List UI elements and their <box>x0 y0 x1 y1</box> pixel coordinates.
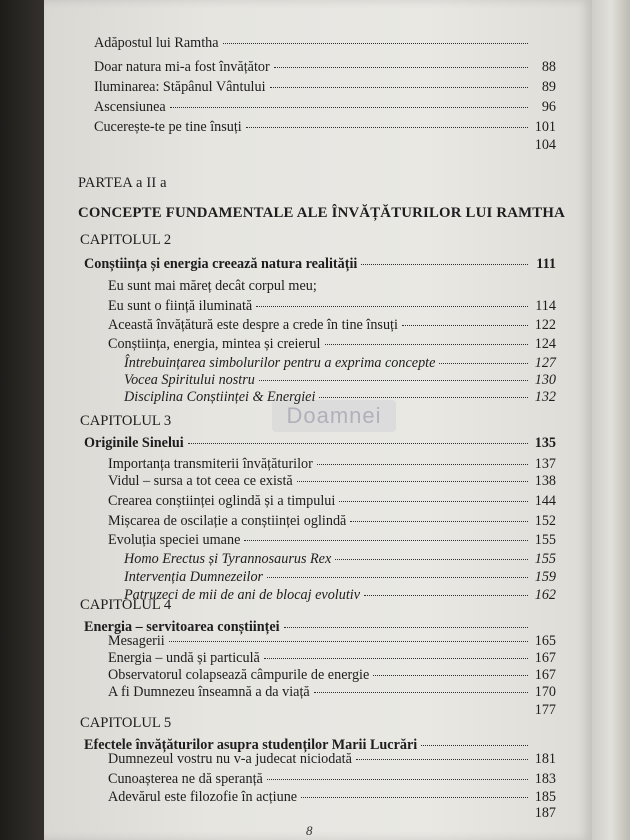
dot-leader <box>264 658 528 659</box>
toc-entry <box>108 651 556 665</box>
dot-leader <box>339 501 528 502</box>
toc-entry <box>108 634 556 648</box>
entry-title: Crearea conștiinței oglindă și a timpului <box>108 493 336 509</box>
dot-leader <box>350 521 528 522</box>
dot-leader <box>321 286 528 287</box>
toc-entry <box>94 80 556 94</box>
table-of-contents <box>44 0 592 840</box>
toc-entry <box>108 668 556 682</box>
dot-leader <box>373 675 528 676</box>
part-label: PARTEA a II a <box>78 175 167 191</box>
entry-title: Energia – undă și particulă <box>108 650 260 666</box>
dot-leader <box>319 397 528 398</box>
page-ref: 167 <box>534 650 556 666</box>
watermark: Doamnei <box>272 400 396 432</box>
toc-entry <box>108 337 556 351</box>
toc-entry <box>108 457 556 471</box>
dot-leader <box>112 813 528 814</box>
toc-entry <box>94 138 556 152</box>
page-ref: 114 <box>535 298 556 314</box>
toc-entry <box>108 533 556 547</box>
entry-title: Mesagerii <box>108 633 165 649</box>
entry-title: Mișcarea de oscilație a conștiinței oglindă <box>108 513 347 529</box>
dot-leader <box>267 779 528 780</box>
dot-leader <box>301 797 528 798</box>
page-ref: 130 <box>534 372 556 388</box>
dot-leader <box>335 559 528 560</box>
toc-entry <box>94 100 556 114</box>
entry-title: Vidul – sursa a tot ceea ce există <box>108 473 293 489</box>
toc-entry <box>124 356 556 370</box>
toc-entry <box>124 373 556 387</box>
toc-entry <box>108 474 556 488</box>
toc-entry <box>108 772 556 786</box>
entry-title: Conștiința, energia, mintea și creierul <box>108 336 321 352</box>
entry-title: Cucerește-te pe tine însuți <box>94 119 242 135</box>
entry-title: Adevărul este filozofie în acțiune <box>108 789 298 805</box>
dot-leader <box>170 107 528 108</box>
entry-title: Conștiința și energia creează natura realității <box>84 256 358 272</box>
page-ref: 155 <box>534 532 556 548</box>
entry-title: Homo Erectus și Tyrannosaurus Rex <box>124 551 332 567</box>
page-ref: 101 <box>534 119 556 135</box>
page-ref: 135 <box>534 435 556 451</box>
dot-leader <box>259 380 528 381</box>
toc-entry <box>94 36 556 50</box>
page-ref: 177 <box>534 702 556 718</box>
page-ref: 137 <box>534 456 556 472</box>
entry-title: A fi Dumnezeu înseamnă a da viață <box>108 684 310 700</box>
entry-title: Eu sunt mai măreț decât corpul meu; <box>108 278 317 294</box>
chapter-label: CAPITOLUL 5 <box>80 715 172 731</box>
toc-entry <box>108 806 556 820</box>
entry-title: Dumnezeul vostru nu v-a judecat niciodată <box>108 751 352 767</box>
toc-entry <box>108 318 556 332</box>
toc-entry <box>124 588 556 602</box>
entry-title: Evoluția speciei umane <box>108 532 241 548</box>
book-spine-shadow <box>0 0 44 840</box>
page-ref: 162 <box>534 587 556 603</box>
dot-leader <box>188 443 528 444</box>
dot-leader <box>439 363 528 364</box>
page-ref: 155 <box>534 551 556 567</box>
entry-title: Intervenția Dumnezeilor <box>124 569 264 585</box>
dot-leader <box>297 481 528 482</box>
page-ref: 152 <box>534 513 556 529</box>
page-ref: 144 <box>534 493 556 509</box>
page-ref: 127 <box>534 355 556 371</box>
entry-title: Energia – servitoarea conștiinței <box>84 619 280 635</box>
toc-entry <box>108 790 556 804</box>
toc-entry <box>124 570 556 584</box>
next-page-edge <box>592 0 630 840</box>
page-ref: 167 <box>534 667 556 683</box>
dot-leader <box>317 464 528 465</box>
page-ref: 183 <box>534 771 556 787</box>
page-ref: 181 <box>534 751 556 767</box>
part-title: CONCEPTE FUNDAMENTALE ALE ÎNVĂȚĂTURILOR LUI RAMTHA <box>78 205 565 221</box>
dot-leader <box>314 692 528 693</box>
book-page <box>44 0 592 840</box>
page-ref: 187 <box>534 805 556 821</box>
toc-entry <box>94 60 556 74</box>
toc-entry <box>108 514 556 528</box>
dot-leader <box>98 145 528 146</box>
entry-title: Doar natura mi-a fost învățător <box>94 59 270 75</box>
toc-entry <box>108 299 556 313</box>
dot-leader <box>402 325 528 326</box>
page-ref: 111 <box>536 256 556 272</box>
page-ref: 165 <box>534 633 556 649</box>
dot-leader <box>361 264 528 265</box>
dot-leader <box>421 745 528 746</box>
page-number: 8 <box>306 823 313 838</box>
chapter-title-entry <box>84 257 556 271</box>
page-ref: 89 <box>541 79 556 95</box>
dot-leader <box>274 67 528 68</box>
toc-entry <box>108 685 556 699</box>
entry-title: Observatorul colapsează câmpurile de energie <box>108 667 370 683</box>
page-ref: 185 <box>534 789 556 805</box>
toc-entry <box>94 120 556 134</box>
dot-leader <box>169 641 528 642</box>
toc-entry <box>108 494 556 508</box>
page-ref: 170 <box>534 684 556 700</box>
entry-title: Efectele învățăturilor asupra studenților Marii Lucrări <box>84 737 418 753</box>
toc-entry <box>124 390 556 404</box>
page-ref: 122 <box>534 317 556 333</box>
chapter-label: CAPITOLUL 3 <box>80 413 172 429</box>
page-ref: 124 <box>534 336 556 352</box>
toc-entry <box>108 752 556 766</box>
entry-title: Ascensiunea <box>94 99 166 115</box>
page-ref: 96 <box>541 99 556 115</box>
entry-title: Adăpostul lui Ramtha <box>94 35 219 51</box>
chapter-label: CAPITOLUL 4 <box>80 597 172 613</box>
entry-title: Iluminarea: Stăpânul Vântului <box>94 79 266 95</box>
toc-entry <box>108 703 556 717</box>
dot-leader <box>246 127 528 128</box>
dot-leader <box>244 540 528 541</box>
entry-title: Cunoașterea ne dă speranță <box>108 771 263 787</box>
chapter-title-entry <box>84 436 556 450</box>
entry-title: Disciplina Conștiinței & Energiei <box>124 389 316 405</box>
entry-title: Vocea Spiritului nostru <box>124 372 255 388</box>
entry-title: Patruzeci de mii de ani de blocaj evolutiv <box>124 587 360 603</box>
toc-entry <box>124 552 556 566</box>
dot-leader <box>112 710 528 711</box>
dot-leader <box>284 627 528 628</box>
entry-title: Întrebuințarea simbolurilor pentru a exprima concepte <box>124 355 436 371</box>
page-ref: 132 <box>534 389 556 405</box>
dot-leader <box>267 577 528 578</box>
dot-leader <box>356 759 528 760</box>
dot-leader <box>364 595 528 596</box>
dot-leader <box>325 344 529 345</box>
chapter-label: CAPITOLUL 2 <box>80 232 172 248</box>
dot-leader <box>270 87 528 88</box>
page-ref: 138 <box>534 473 556 489</box>
dot-leader <box>223 43 528 44</box>
page-ref: 88 <box>541 59 556 75</box>
entry-title: Importanța transmiterii învățăturilor <box>108 456 313 472</box>
toc-entry <box>108 279 556 293</box>
page-ref: 159 <box>534 569 556 585</box>
entry-title: Eu sunt o ființă iluminată <box>108 298 253 314</box>
dot-leader <box>256 306 528 307</box>
entry-title: Originile Sinelui <box>84 435 184 451</box>
entry-title: Această învățătură este despre a crede în tine însuți <box>108 317 398 333</box>
page-ref: 104 <box>534 137 556 153</box>
